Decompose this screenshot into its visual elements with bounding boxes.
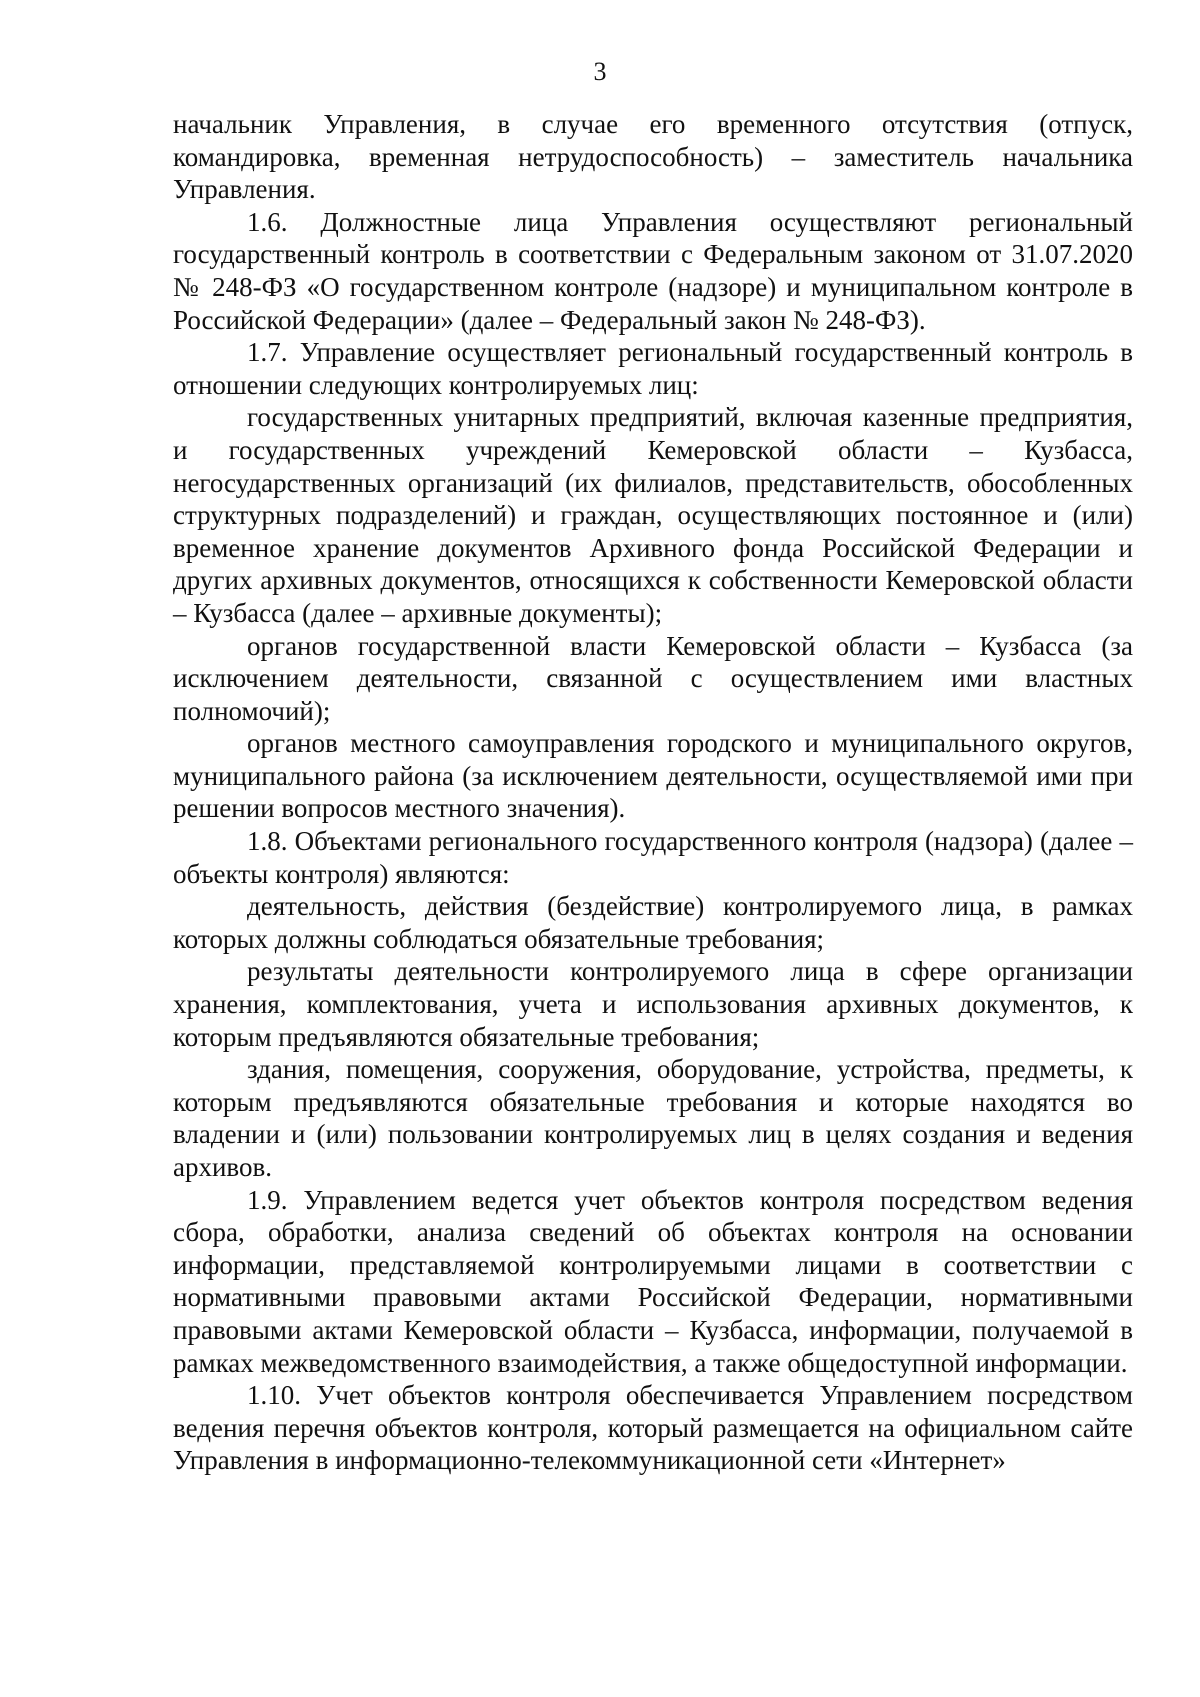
paragraph-1-10: 1.10. Учет объектов контроля обеспечивается Управлением посредством ведения перечня объектов контроля, который размещается на официальном сайте Управления в информационно-телекоммуникационной сети «Интернет» bbox=[173, 1380, 1133, 1476]
paragraph-buildings: здания, помещения, сооружения, оборудование, устройства, предметы, к которым предъявляются обязательные требования и которые находятся во владении и (или) пользовании контролируемых лиц в целях создания и ведения архивов. bbox=[173, 1054, 1133, 1182]
paragraph-head-of-department: начальник Управления, в случае его временного отсутствия (отпуск, командировка, временная нетрудоспособность) – заместитель начальника Управления. bbox=[173, 109, 1133, 205]
paragraph-1-7: 1.7. Управление осуществляет региональный государственный контроль в отношении следующих контролируемых лиц: bbox=[173, 337, 1133, 400]
paragraph-1-6: 1.6. Должностные лица Управления осуществляют региональный государственный контроль в соответствии с Федеральным законом от 31.07.2020 № 248-ФЗ «О государственном контроле (надзоре) и муниципальном контроле в Российской Федерации» (далее – Федеральный закон № 248-ФЗ). bbox=[173, 206, 1133, 335]
paragraph-state-enterprises: государственных унитарных предприятий, включая казенные предприятия, и государственных учреждений Кемеровской области – Кузбасса, негосударственных организаций (их филиалов, представительств, обособленных структурных подразделений) и граждан, осуществляющих постоянное и (или) временное хранение документов Архивного фонда Российской Федерации и других архивных документов, относящихся к собственности Кемеровской области – Кузбасса (далее – архивные документы); bbox=[173, 402, 1133, 628]
paragraph-state-authorities: органов государственной власти Кемеровской области – Кузбасса (за исключением деятельности, связанной с осуществлением ими властных полномочий); bbox=[173, 630, 1133, 726]
paragraph-1-8: 1.8. Объектами регионального государственного контроля (надзора) (далее – объекты контроля) являются: bbox=[173, 826, 1133, 889]
document-body bbox=[173, 108, 1133, 1477]
paragraph-activities: деятельность, действия (бездействие) контролируемого лица, в рамках которых должны соблюдаться обязательные требования; bbox=[173, 891, 1133, 954]
paragraph-results: результаты деятельности контролируемого лица в сфере организации хранения, комплектования, учета и использования архивных документов, к которым предъявляются обязательные требования; bbox=[173, 956, 1133, 1052]
page-number: 3 bbox=[593, 57, 607, 86]
paragraph-1-9: 1.9. Управлением ведется учет объектов контроля посредством ведения сбора, обработки, анализа сведений об объектах контроля на основании информации, представляемой контролируемыми лицами в соответствии с нормативными правовыми актами Российской Федерации, нормативными правовыми актами Кемеровской области – Кузбасса, информации, получаемой в рамках межведомственного взаимодействия, а также общедоступной информации. bbox=[173, 1184, 1133, 1378]
paragraph-local-government: органов местного самоуправления городского и муниципального округов, муниципального района (за исключением деятельности, осуществляемой ими при решении вопросов местного значения). bbox=[173, 728, 1133, 824]
